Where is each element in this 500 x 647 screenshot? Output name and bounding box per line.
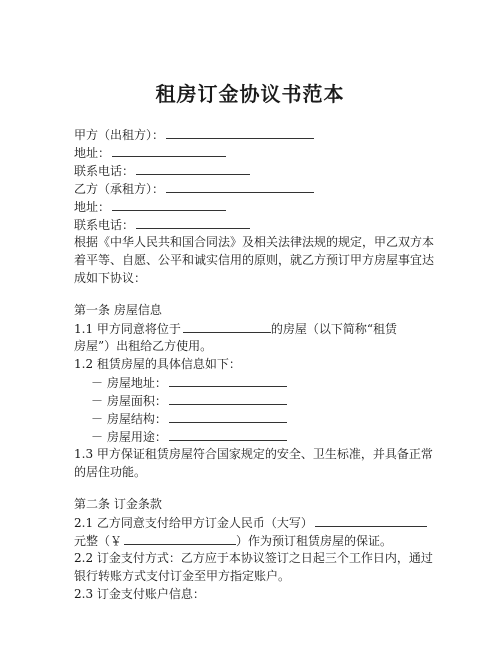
party-a-label: 甲方（出租方）： [74, 128, 165, 142]
address-b-blank [112, 199, 226, 211]
address-a-label: 地址： [74, 146, 111, 160]
party-b-line [74, 181, 314, 196]
clause-2-1-line-2 [74, 533, 392, 548]
clause-2-3: 2.3 订金支付账户信息： [74, 587, 205, 601]
address-b-label: 地址： [74, 200, 111, 214]
item-usage-blank [169, 429, 287, 441]
phone-b-line [74, 217, 250, 232]
party-b-blank [166, 181, 314, 193]
clause-2-2-line-1: 2.2 订金支付方式：乙方应于本协议签订之日起三个工作日内，通过 [74, 551, 433, 565]
party-a-blank [166, 127, 314, 139]
item-structure-label: － 房屋结构： [91, 412, 167, 426]
clause-1-3-line-1: 1.3 甲方保证租赁房屋符合国家规定的安全、卫生标准，并具备正常 [74, 447, 433, 461]
preamble-line-2: 着平等、自愿、公平和诚实信用的原则，就乙方预订甲方房屋事宜达 [74, 253, 435, 267]
item-address-label: － 房屋地址： [91, 376, 167, 390]
phone-b-label: 联系电话： [74, 218, 135, 232]
phone-a-label: 联系电话： [74, 164, 135, 178]
clause-2-1-line-2-suffix: ）作为预订租赁房屋的保证。 [236, 534, 393, 548]
document-title: 租房订金协议书范本 [155, 82, 345, 106]
item-address [91, 375, 287, 390]
deposit-amount-figures-blank [124, 533, 236, 545]
clause-1-1-suffix: 的房屋（以下简称“租赁 [270, 322, 398, 336]
preamble-line-3: 成如下协议： [74, 271, 147, 285]
item-usage-label: － 房屋用途： [91, 430, 167, 444]
article-1-heading: 第一条 房屋信息 [74, 303, 162, 317]
clause-1-1-line-1 [74, 321, 397, 336]
clause-2-1-line-2-prefix: 元整（￥ [74, 534, 123, 548]
article-2-heading: 第二条 订金条款 [74, 497, 162, 511]
item-area-label: － 房屋面积： [91, 394, 167, 408]
party-a-line [74, 127, 314, 142]
item-usage [91, 429, 287, 444]
property-location-blank [183, 321, 271, 333]
clause-1-3-line-2: 的居住功能。 [74, 465, 147, 479]
clause-2-2-line-2: 银行转账方式支付订金至甲方指定账户。 [74, 569, 291, 583]
party-b-label: 乙方（承租方）： [74, 182, 165, 196]
deposit-amount-words-blank [315, 515, 427, 527]
phone-a-line [74, 163, 250, 178]
item-address-blank [169, 375, 287, 387]
preamble-line-1: 根据《中华人民共和国合同法》及相关法律法规的规定，甲乙双方本 [74, 235, 435, 249]
clause-2-1-line-1 [74, 515, 427, 530]
address-a-line [74, 145, 226, 160]
phone-b-blank [136, 217, 250, 229]
item-structure-blank [169, 411, 287, 423]
address-a-blank [112, 145, 226, 157]
address-b-line [74, 199, 226, 214]
clause-1-2: 1.2 租赁房屋的具体信息如下： [74, 357, 241, 371]
clause-1-1-line-2: 房屋”）出租给乙方使用。 [74, 339, 213, 353]
phone-a-blank [136, 163, 250, 175]
clause-2-1-text: 2.1 乙方同意支付给甲方订金人民币（大写） [74, 516, 313, 530]
clause-1-1-prefix: 1.1 甲方同意将位于 [74, 322, 181, 336]
item-area [91, 393, 287, 408]
item-structure [91, 411, 287, 426]
item-area-blank [169, 393, 287, 405]
